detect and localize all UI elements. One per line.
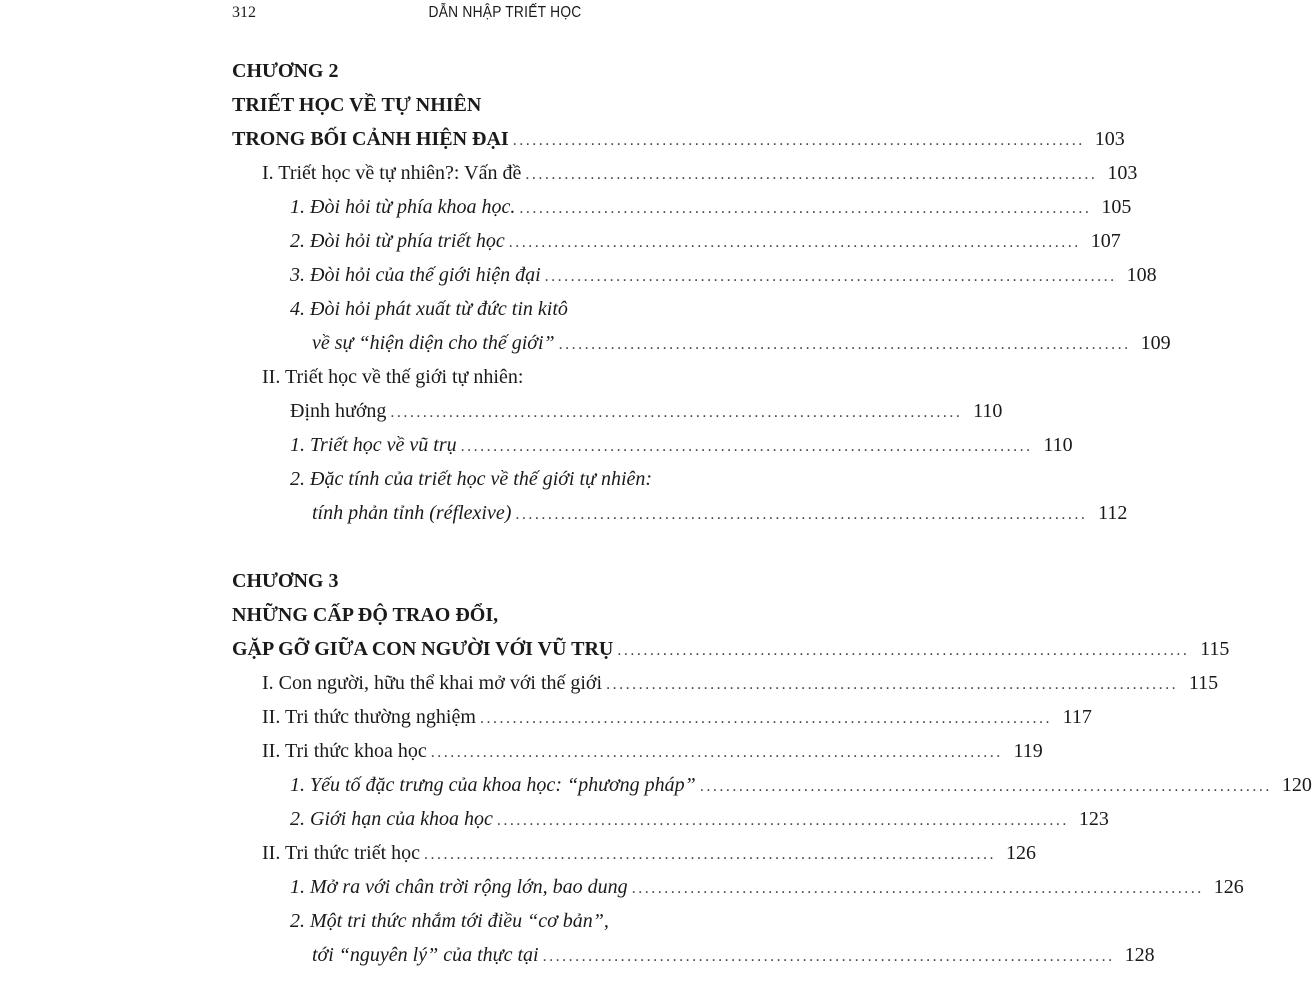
toc-entry: [312, 328, 1171, 358]
toc-entry-text: II. Tri thức triết học: [262, 842, 421, 864]
leader-dots: ........................................................................................: [512, 132, 1085, 149]
chapter3-label: CHƯƠNG 3: [232, 570, 339, 592]
toc-entry-text: II. Tri thức khoa học: [262, 740, 427, 762]
page-number: 312: [232, 4, 256, 21]
toc-entry: [262, 362, 778, 392]
toc-entry: [262, 702, 1092, 732]
toc-entry-text: 1. Đòi hỏi từ phía khoa học.: [290, 196, 516, 218]
toc-entry: [290, 804, 1109, 834]
toc-entry: [290, 464, 778, 494]
toc-page-number: 126: [1213, 876, 1244, 898]
toc-page-number: 115: [1200, 638, 1230, 660]
toc-entry: [290, 906, 778, 936]
leader-dots: ........................................................................................: [424, 846, 997, 863]
toc-entry-text: 3. Đòi hỏi của thế giới hiện đại: [290, 264, 541, 286]
toc-entry: [262, 838, 1037, 868]
toc-page-number: 120: [1281, 774, 1312, 796]
chapter3-title-line2: [232, 634, 1230, 664]
toc-page-number: 108: [1126, 264, 1157, 286]
toc-entry-text: Định hướng: [290, 400, 387, 422]
toc-page-number: 105: [1101, 196, 1132, 218]
toc-entry-text: về sự “hiện diện cho thế giới”: [312, 332, 555, 354]
toc-entry-text: 1. Mở ra với chân trời rộng lớn, bao dung: [290, 876, 628, 898]
leader-dots: ........................................................................................: [525, 166, 1098, 183]
leader-dots: ........................................................................................: [606, 676, 1179, 693]
page-header: [232, 4, 778, 28]
toc-entry: [290, 770, 1312, 800]
toc-page-number: 112: [1098, 502, 1128, 524]
toc-entry: [262, 158, 1138, 188]
toc-page-number: 123: [1078, 808, 1109, 830]
chapter2-title-line2: [232, 124, 1125, 154]
toc-page-number: 107: [1090, 230, 1121, 252]
toc-entry: [262, 736, 1043, 766]
toc-entry-text: 1. Triết học về vũ trụ: [290, 434, 457, 456]
toc-entry-text: 2. Đòi hỏi từ phía triết học: [290, 230, 505, 252]
toc-page-number: 110: [1043, 434, 1073, 456]
toc-entry: [290, 396, 1003, 426]
toc-entry-text: tới “nguyên lý” của thực tại: [312, 944, 539, 966]
leader-dots: ........................................................................................: [699, 778, 1272, 795]
chapter2-title-line1: TRIẾT HỌC VỀ TỰ NHIÊN: [232, 94, 482, 116]
toc-page-number: 103: [1094, 128, 1125, 150]
toc-entry-text: II. Tri thức thường nghiệm: [262, 706, 476, 728]
leader-dots: ........................................................................................: [479, 710, 1052, 727]
chapter3-title-line1: NHỮNG CẤP ĐỘ TRAO ĐỔI,: [232, 604, 499, 626]
leader-dots: ........................................................................................: [496, 812, 1069, 829]
leader-dots: ........................................................................................: [390, 404, 963, 421]
leader-dots: ........................................................................................: [558, 336, 1131, 353]
toc-entry: [262, 668, 1219, 698]
leader-dots: ........................................................................................: [430, 744, 1003, 761]
toc-page-number: 115: [1188, 672, 1219, 694]
leader-dots: ........................................................................................: [519, 200, 1092, 217]
toc-entry: [290, 872, 1244, 902]
toc-entry-text: 2. Một tri thức nhắm tới điều “cơ bản”,: [290, 910, 609, 932]
toc-page-number: 126: [1006, 842, 1037, 864]
toc-entry: [312, 498, 1128, 528]
toc-entry: [290, 260, 1157, 290]
leader-dots: ........................................................................................: [508, 234, 1081, 251]
toc-entry-text: TRONG BỐI CẢNH HIỆN ĐẠI: [232, 128, 509, 150]
toc-entry: [290, 430, 1073, 460]
toc-entry-text: 1. Yếu tố đặc trưng của khoa học: “phương pháp”: [290, 774, 696, 796]
toc-entry-text: GẶP GỠ GIỮA CON NGƯỜI VỚI VŨ TRỤ: [232, 638, 614, 660]
toc-page-number: 128: [1124, 944, 1155, 966]
toc-entry-text: 2. Giới hạn của khoa học: [290, 808, 493, 830]
toc-entry-text: I. Con người, hữu thể khai mở với thế giới: [262, 672, 603, 694]
toc-page-number: 109: [1140, 332, 1171, 354]
toc-page-number: 119: [1013, 740, 1043, 762]
toc-entry-text: II. Triết học về thế giới tự nhiên:: [262, 366, 524, 388]
toc-entry-text: 4. Đòi hỏi phát xuất từ đức tin kitô: [290, 298, 568, 320]
leader-dots: ........................................................................................: [542, 948, 1115, 965]
toc-page-number: 103: [1107, 162, 1138, 184]
leader-dots: ........................................................................................: [617, 642, 1190, 659]
toc-entry: [290, 192, 1132, 222]
running-title: DẪN NHẬP TRIẾT HỌC: [428, 4, 582, 21]
toc-page-number: 117: [1062, 706, 1092, 728]
toc-entry: [290, 294, 778, 324]
leader-dots: ........................................................................................: [460, 438, 1033, 455]
toc-entry: [312, 940, 1155, 970]
toc-entry-text: I. Triết học về tự nhiên?: Vấn đề: [262, 162, 522, 184]
leader-dots: ........................................................................................: [631, 880, 1204, 897]
toc-entry: [290, 226, 1121, 256]
leader-dots: ........................................................................................: [515, 506, 1088, 523]
toc-page-number: 110: [973, 400, 1003, 422]
leader-dots: ........................................................................................: [544, 268, 1117, 285]
chapter2-label: CHƯƠNG 2: [232, 60, 339, 82]
toc-entry-text: tính phản tỉnh (réflexive): [312, 502, 512, 524]
toc-entry-text: 2. Đặc tính của triết học về thế giới tự nhiên:: [290, 468, 653, 490]
